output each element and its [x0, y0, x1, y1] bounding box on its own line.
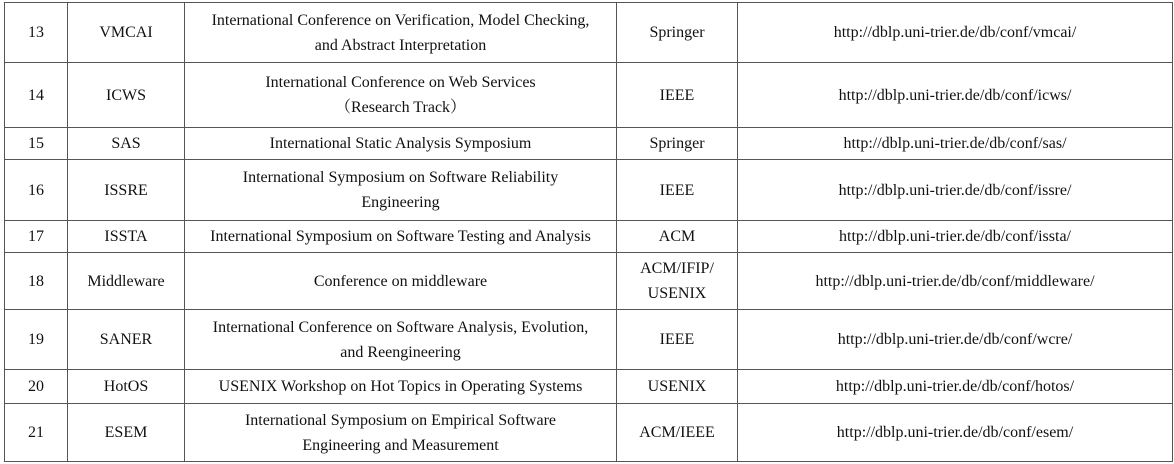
cell-abbreviation — [68, 3, 185, 63]
cell-abbreviation — [68, 253, 185, 310]
cell-publisher — [617, 3, 738, 63]
publisher-text: ACM/IEEE — [639, 424, 715, 441]
abbreviation-text: SANER — [99, 331, 153, 348]
cell-url — [738, 370, 1173, 404]
cell-url — [738, 3, 1173, 63]
conference-name-text: USENIX Workshop on Hot Topics in Operating Systems — [218, 378, 583, 395]
publisher-text: IEEE — [659, 181, 695, 199]
cell-abbreviation — [68, 404, 185, 462]
abbreviation-text: HotOS — [103, 378, 149, 395]
table-row — [5, 310, 1173, 370]
conference-name-text: International Symposium on Empirical Software Engineering and Measurement — [244, 411, 557, 454]
cell-conference-name — [185, 63, 617, 128]
cell-abbreviation — [68, 310, 185, 370]
table-row — [5, 63, 1173, 128]
cell-conference-name — [185, 3, 617, 63]
cell-number — [5, 404, 68, 462]
conference-name-text: International Conference on Web Services （Research Track） — [265, 74, 536, 116]
cell-publisher — [617, 253, 738, 310]
cell-publisher — [617, 221, 738, 253]
table-row — [5, 160, 1173, 221]
url-text: http://dblp.uni-trier.de/db/conf/middleware/ — [815, 272, 1095, 290]
url-text: http://dblp.uni-trier.de/db/conf/esem/ — [836, 424, 1074, 441]
cell-conference-name — [185, 128, 617, 160]
table-row — [5, 3, 1173, 63]
cell-url — [738, 221, 1173, 253]
url-text: http://dblp.uni-trier.de/db/conf/vmcai/ — [833, 24, 1077, 41]
cell-url — [738, 404, 1173, 462]
abbreviation-text: VMCAI — [99, 24, 153, 41]
publisher-text: ACM — [658, 228, 696, 245]
cell-abbreviation — [68, 160, 185, 221]
number-text: 15 — [28, 135, 44, 152]
cell-url — [738, 310, 1173, 370]
publisher-text: IEEE — [659, 331, 695, 348]
cell-publisher — [617, 63, 738, 128]
cell-number — [5, 128, 68, 160]
cell-publisher — [617, 404, 738, 462]
cell-abbreviation — [68, 221, 185, 253]
url-text: http://dblp.uni-trier.de/db/conf/sas/ — [843, 135, 1067, 152]
cell-url — [738, 253, 1173, 310]
cell-abbreviation — [68, 63, 185, 128]
number-text: 16 — [28, 181, 44, 199]
abbreviation-text: ICWS — [106, 86, 146, 104]
cell-conference-name — [185, 253, 617, 310]
publisher-text: Springer — [649, 135, 705, 152]
cell-publisher — [617, 370, 738, 404]
cell-number — [5, 253, 68, 310]
conference-table-body — [5, 3, 1173, 462]
abbreviation-text: Middleware — [87, 272, 165, 290]
table-row — [5, 404, 1173, 462]
table-row — [5, 253, 1173, 310]
number-text: 20 — [28, 378, 44, 395]
conference-name-text: Conference on middleware — [313, 272, 488, 290]
cell-conference-name — [185, 160, 617, 221]
conference-table — [4, 2, 1173, 462]
number-text: 14 — [28, 86, 44, 104]
cell-number — [5, 310, 68, 370]
cell-number — [5, 3, 68, 63]
table-row — [5, 221, 1173, 253]
publisher-text: Springer — [649, 24, 705, 41]
cell-abbreviation — [68, 370, 185, 404]
url-text: http://dblp.uni-trier.de/db/conf/issre/ — [838, 181, 1072, 199]
cell-conference-name — [185, 310, 617, 370]
url-text: http://dblp.uni-trier.de/db/conf/hotos/ — [835, 378, 1075, 395]
abbreviation-text: ISSRE — [104, 181, 148, 199]
conference-name-text: International Conference on Verification, Model Checking, and Abstract Interpretation — [211, 11, 590, 54]
number-text: 18 — [28, 272, 44, 290]
publisher-text: ACM/IFIP/ USENIX — [640, 260, 714, 302]
cell-conference-name — [185, 404, 617, 462]
cell-conference-name — [185, 370, 617, 404]
publisher-text: IEEE — [659, 86, 695, 104]
number-text: 19 — [28, 331, 44, 348]
cell-number — [5, 160, 68, 221]
abbreviation-text: ISSTA — [104, 228, 148, 245]
cell-number — [5, 63, 68, 128]
cell-url — [738, 160, 1173, 221]
cell-publisher — [617, 128, 738, 160]
conference-name-text: International Static Analysis Symposium — [269, 135, 532, 152]
url-text: http://dblp.uni-trier.de/db/conf/wcre/ — [837, 331, 1073, 348]
abbreviation-text: ESEM — [104, 424, 148, 441]
cell-publisher — [617, 160, 738, 221]
cell-number — [5, 370, 68, 404]
conference-name-text: International Symposium on Software Reliability Engineering — [242, 169, 559, 211]
abbreviation-text: SAS — [111, 135, 141, 152]
cell-publisher — [617, 310, 738, 370]
number-text: 13 — [28, 24, 44, 41]
table-row — [5, 128, 1173, 160]
conference-name-text: International Conference on Software Analysis, Evolution, and Reengineering — [212, 318, 589, 361]
url-text: http://dblp.uni-trier.de/db/conf/icws/ — [838, 86, 1072, 104]
conference-name-text: International Symposium on Software Testing and Analysis — [210, 228, 591, 245]
cell-url — [738, 63, 1173, 128]
cell-url — [738, 128, 1173, 160]
cell-abbreviation — [68, 128, 185, 160]
url-text: http://dblp.uni-trier.de/db/conf/issta/ — [839, 228, 1071, 245]
table-row — [5, 370, 1173, 404]
cell-number — [5, 221, 68, 253]
publisher-text: USENIX — [647, 378, 707, 395]
number-text: 21 — [28, 424, 44, 441]
cell-conference-name — [185, 221, 617, 253]
number-text: 17 — [28, 228, 44, 245]
